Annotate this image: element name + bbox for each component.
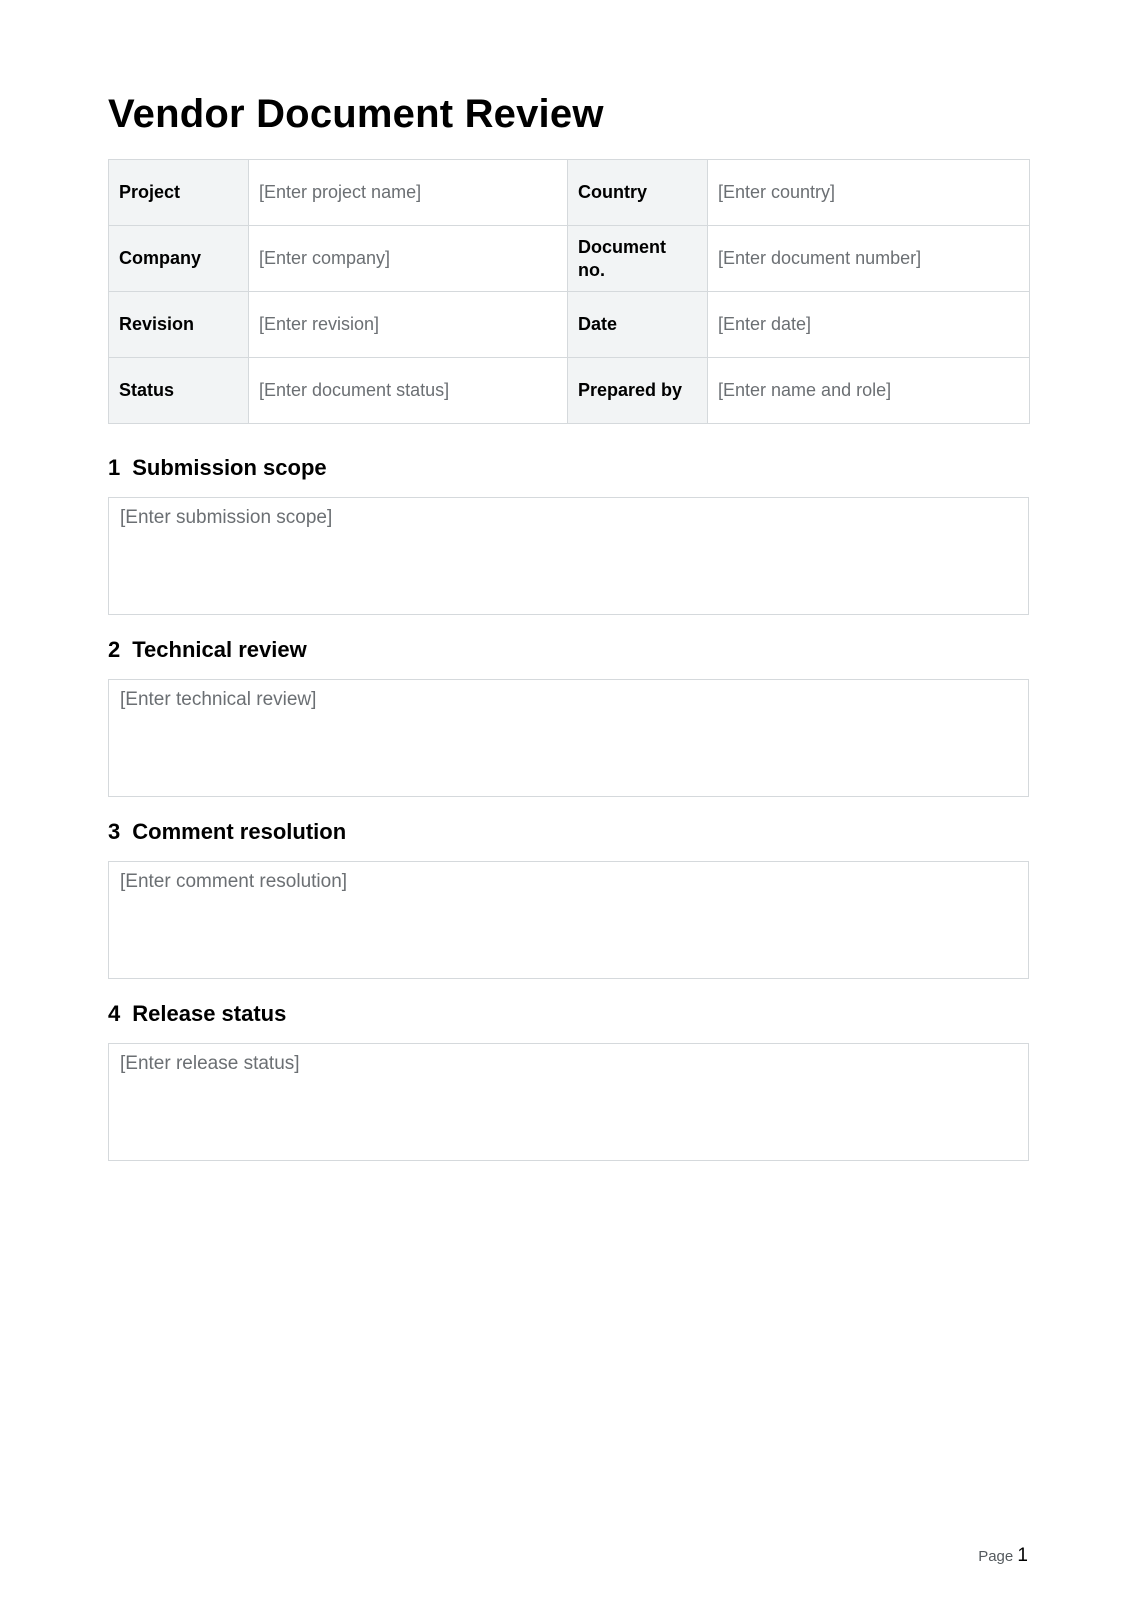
country-field[interactable]: [Enter country] [708, 160, 1030, 226]
table-row [109, 292, 1030, 358]
revision-field[interactable]: [Enter revision] [249, 292, 568, 358]
section-title: Release status [132, 1001, 287, 1026]
submission-scope-field[interactable]: [Enter submission scope] [108, 497, 1029, 615]
table-row [109, 358, 1030, 424]
section-title: Comment resolution [132, 819, 347, 844]
date-field[interactable]: [Enter date] [708, 292, 1030, 358]
section-heading-release-status [108, 1000, 286, 1028]
section-title: Submission scope [132, 455, 327, 480]
document-info-table [108, 159, 1030, 424]
section-number: 1 [108, 455, 121, 480]
release-status-field[interactable]: [Enter release status] [108, 1043, 1029, 1161]
prepared-by-label: Prepared by [568, 358, 708, 424]
section-heading-comment-resolution [108, 818, 346, 846]
document-number-label: Document no. [568, 226, 708, 292]
status-label: Status [109, 358, 249, 424]
technical-review-field[interactable]: [Enter technical review] [108, 679, 1029, 797]
company-label: Company [109, 226, 249, 292]
page-label: Page [978, 1548, 1014, 1565]
section-number: 2 [108, 637, 121, 662]
table-row [109, 160, 1030, 226]
comment-resolution-field[interactable]: [Enter comment resolution] [108, 861, 1029, 979]
section-heading-technical-review [108, 636, 307, 664]
prepared-by-field[interactable]: [Enter name and role] [708, 358, 1030, 424]
section-number: 3 [108, 819, 121, 844]
section-title: Technical review [132, 637, 307, 662]
page-footer [978, 1544, 1028, 1569]
date-label: Date [568, 292, 708, 358]
document-number-field[interactable]: [Enter document number] [708, 226, 1030, 292]
section-heading-submission-scope [108, 454, 327, 482]
project-label: Project [109, 160, 249, 226]
project-field[interactable]: [Enter project name] [249, 160, 568, 226]
page-title: Vendor Document Review [108, 92, 604, 136]
page-number: 1 [1017, 1545, 1028, 1566]
company-field[interactable]: [Enter company] [249, 226, 568, 292]
country-label: Country [568, 160, 708, 226]
section-number: 4 [108, 1001, 121, 1026]
status-field[interactable]: [Enter document status] [249, 358, 568, 424]
table-row [109, 226, 1030, 292]
revision-label: Revision [109, 292, 249, 358]
